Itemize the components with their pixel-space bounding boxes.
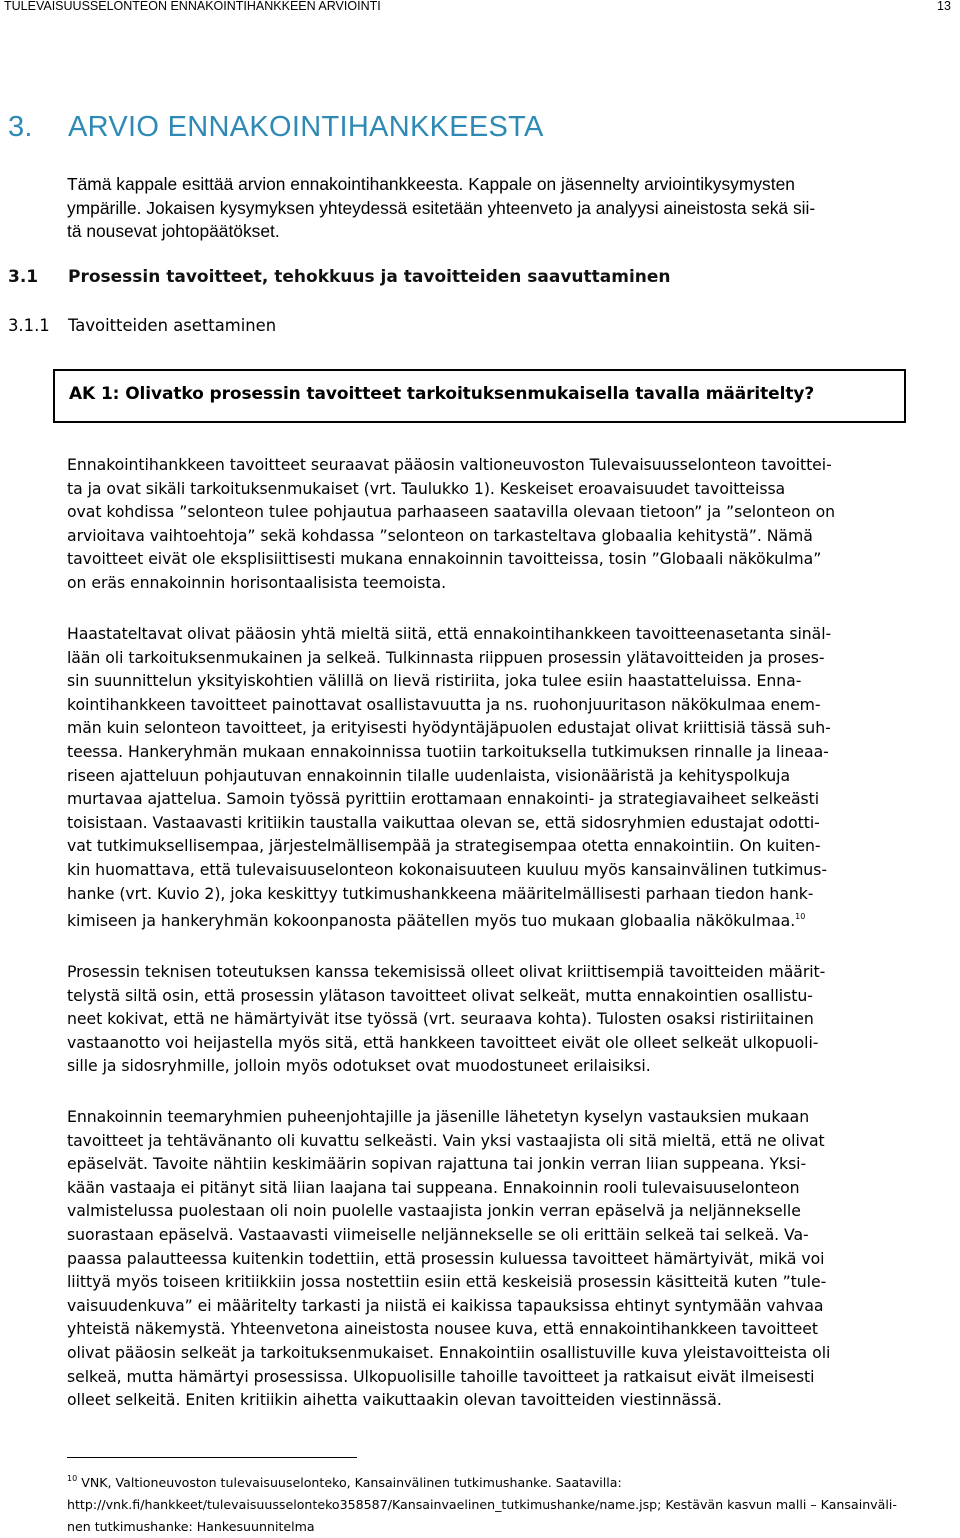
paragraph-line: sille ja sidosryhmille, jolloin myös odotukset ovat muodostuneet erilaisiksi.	[67, 1056, 651, 1076]
body-paragraph	[67, 1105, 955, 1412]
subsection-number: 3.1.1	[8, 316, 50, 335]
paragraph-line: vat tutkimuksellisempaa, järjestelmällisempää ja strategisempaa otetta ennakointiin. On kuiten-	[67, 836, 821, 856]
paragraph-line: Ennakointihankkeen tavoitteet seuraavat pääosin valtioneuvoston Tulevaisuusselonteon tavoittei-	[67, 455, 832, 474]
footnote-reference[interactable]: 10	[795, 912, 806, 922]
subsection-title: Tavoitteiden asettaminen	[68, 316, 277, 335]
footnote-text: VNK, Valtioneuvoston tulevaisuuselonteko, Kansainvälinen tutkimushanke. Saatavilla:	[81, 1475, 622, 1490]
paragraph-line: kointihankkeen tavoitteet painottavat osallistavuutta ja ns. ruohonjuuritason näkökulmaa enem-	[67, 694, 821, 714]
paragraph-line: murtavaa ajattelua. Samoin työssä pyrittiin erottamaan ennakointi- ja strategiavaiheet selkeästi	[67, 789, 820, 809]
body-paragraph	[67, 960, 955, 1078]
section-title: Prosessin tavoitteet, tehokkuus ja tavoitteiden saavuttaminen	[68, 267, 671, 287]
intro-paragraph	[67, 173, 947, 244]
page-number: 13	[937, 0, 951, 13]
paragraph-line: suorastaan epäselvä. Vastaavasti viimeiselle neljännekselle se oli erittäin selkeä tai selkeä. Va-	[67, 1224, 809, 1244]
paragraph-line: telystä siltä osin, että prosessin ylätason tavoitteet olivat selkeät, mutta ennakointien osallistu-	[67, 985, 813, 1005]
footnote-link[interactable]: http://vnk.fi/hankkeet/tulevaisuusselonteko358587/Kansainvaelinen_tutkimushanke/name.jsp; Kestävän kasvun malli – Kansainväli-	[67, 1497, 897, 1512]
chapter-number: 3.	[8, 111, 33, 143]
intro-line: tä nousevat johtopäätökset.	[67, 221, 280, 242]
section-number: 3.1	[8, 267, 39, 287]
paragraph-line	[67, 905, 955, 933]
chapter-heading	[8, 110, 544, 144]
paragraph-line: Ennakoinnin teemaryhmien puheenjohtajille ja jäsenille lähetetyn kyselyn vastauksien mukaan	[67, 1107, 810, 1126]
paragraph-line: valmistelussa puolestaan oli noin puolelle vastaajista jonkin verran epäselvä ja neljännekselle	[67, 1201, 801, 1221]
footnote-line	[67, 1468, 957, 1494]
running-header	[0, 0, 960, 12]
footnote-text: nen tutkimushanke: Hankesuunnitelma	[67, 1519, 315, 1534]
paragraph-line: kin huomattava, että tulevaisuuselonteon kokonaisuuteen kuuluu myös kansainvälinen tutkimus-	[67, 859, 827, 879]
paragraph-line: toisistaan. Vastaavasti kritiikin taustalla vaikuttaa olevan se, että sidosryhmien edustajat odotti-	[67, 812, 820, 832]
evaluation-question: AK 1: Olivatko prosessin tavoitteet tarkoituksenmukaisella tavalla määritelty?	[69, 384, 815, 404]
running-header-title: TULEVAISUUSSELONTEON ENNAKOINTIHANKKEEN ARVIOINTI	[4, 0, 381, 13]
paragraph-line: olleet selkeitä. Eniten kritiikin aihetta vaikuttaakin olevan tavoitteiden viestinnässä.	[67, 1390, 722, 1410]
paragraph-line: Prosessin teknisen toteutuksen kanssa tekemisissä olleet olivat kriittisempiä tavoitteiden määrit-	[67, 962, 826, 981]
footnote-divider	[67, 1457, 357, 1458]
paragraph-line: arvioitava vaihtoehtoja” sekä kohdassa ”selonteon on tarkasteltava globaalia kehitystä”. Nämä	[67, 525, 813, 545]
section-heading	[8, 265, 671, 289]
paragraph-line: vaisuudenkuva” ei määritelty tarkasti ja niistä ei kaikissa tapauksissa ehtinyt syntymään vahvaa	[67, 1295, 824, 1315]
paragraph-line: paassa palautteessa kuitenkin todettiin, että prosessin kuluessa tavoitteet hämärtyivät, mikä voi	[67, 1248, 825, 1268]
body-paragraph	[67, 622, 955, 933]
paragraph-line: vastaanotto voi heijastella myös sitä, että hankkeen tavoitteet eivät ole olleet selkeät ulkopuoli-	[67, 1032, 819, 1052]
footnote	[67, 1468, 957, 1538]
paragraph-line: selkeä, mutta hämärtyi prosessissa. Ulkopuolisille tahoille tavoitteet ja ratkaisut eivät ilmeisesti	[67, 1366, 815, 1386]
paragraph-line: tavoitteet ja tehtävänanto oli kuvattu selkeästi. Vain yksi vastaajista oli sitä mieltä, että ne olivat	[67, 1130, 825, 1150]
paragraph-line: ovat kohdissa ”selonteon tulee pohjautua parhaaseen saatavilla olevaan tietoon” ja ”selonteon on	[67, 502, 836, 522]
paragraph-line: män kuin selonteon tavoitteet, ja erityisesti hyödyntäjäpuolen edustajat olivat kriittisiä tässä suh-	[67, 718, 831, 738]
paragraph-line: Haastateltavat olivat pääosin yhtä mieltä siitä, että ennakointihankkeen tavoitteenasetanta sinäl-	[67, 624, 832, 643]
paragraph-line: tavoitteet eivät ole eksplisiittisesti mukana ennakoinnin tavoitteissa, tosin ”Globaali näkökulma”	[67, 549, 822, 569]
paragraph-line: neet kokivat, että ne hämärtyivät itse työssä (vrt. seuraava kohta). Tulosten osaksi ristiriitainen	[67, 1009, 814, 1029]
paragraph-line: kään vastaaja ei pitänyt sitä liian laajana tai suppeana. Ennakoinnin rooli tulevaisuuselonteon	[67, 1177, 800, 1197]
footnote-number: 10	[67, 1474, 78, 1483]
paragraph-line: epäselvät. Tavoite nähtiin keskimäärin sopivan rajattuna tai jonkin verran liian suppeana. Yksi-	[67, 1154, 807, 1174]
paragraph-line: olivat pääosin selkeät ja tarkoituksenmukaiset. Ennakointiin osallistuville kuva yleistavoitteista oli	[67, 1342, 831, 1362]
paragraph-line-text: kimiseen ja hankeryhmän kokoonpanosta päätellen myös tuo mukaan globaalia näkökulmaa.	[67, 911, 796, 931]
paragraph-line: teessa. Hankeryhmän mukaan ennakoinnissa tuotiin tarkoituksella tutkimuksen rinnalle ja lineaa-	[67, 741, 829, 761]
body-paragraph	[67, 453, 955, 595]
paragraph-line: riseen ajatteluun pohjautuvan ennakoinnin tilalle uudenlaista, visionääristä ja kehityspolkuja	[67, 765, 791, 785]
paragraph-line: liittyä myös toiseen kritiikkiin jossa nostettiin esiin että keskeisiä prosessin käsitteitä kuten ”tule-	[67, 1272, 827, 1292]
paragraph-line: yhteistä näkemystä. Yhteenvetona aineistosta nousee kuva, että ennakointihankkeen tavoitteet	[67, 1319, 818, 1339]
subsection-heading	[8, 314, 276, 338]
intro-line: Tämä kappale esittää arvion ennakointihankkeesta. Kappale on jäsennelty arviointikysymysten	[67, 174, 795, 194]
paragraph-line: sin suunnittelun yksityiskohtien välillä on lievä ristiriita, joka tulee esiin haastatteluissa. Enna-	[67, 671, 802, 691]
paragraph-line: hanke (vrt. Kuvio 2), joka keskittyy tutkimushankkeena määritelmällisesti parhaan tiedon hank-	[67, 883, 814, 903]
evaluation-question-box	[53, 369, 906, 423]
paragraph-line: lään oli tarkoituksenmukainen ja selkeä. Tulkinnasta riippuen prosessin ylätavoitteiden ja proses-	[67, 647, 825, 667]
chapter-title: ARVIO ENNAKOINTIHANKKEESTA	[68, 111, 544, 143]
intro-line: ympärille. Jokaisen kysymyksen yhteydessä esitetään yhteenveto ja analyysi aineistosta sekä sii-	[67, 197, 816, 218]
paragraph-line: ta ja ovat sikäli tarkoituksenmukaiset (vrt. Taulukko 1). Keskeiset eroavaisuudet tavoitteissa	[67, 478, 786, 498]
paragraph-line: on eräs ennakoinnin horisontaalisista teemoista.	[67, 572, 447, 592]
